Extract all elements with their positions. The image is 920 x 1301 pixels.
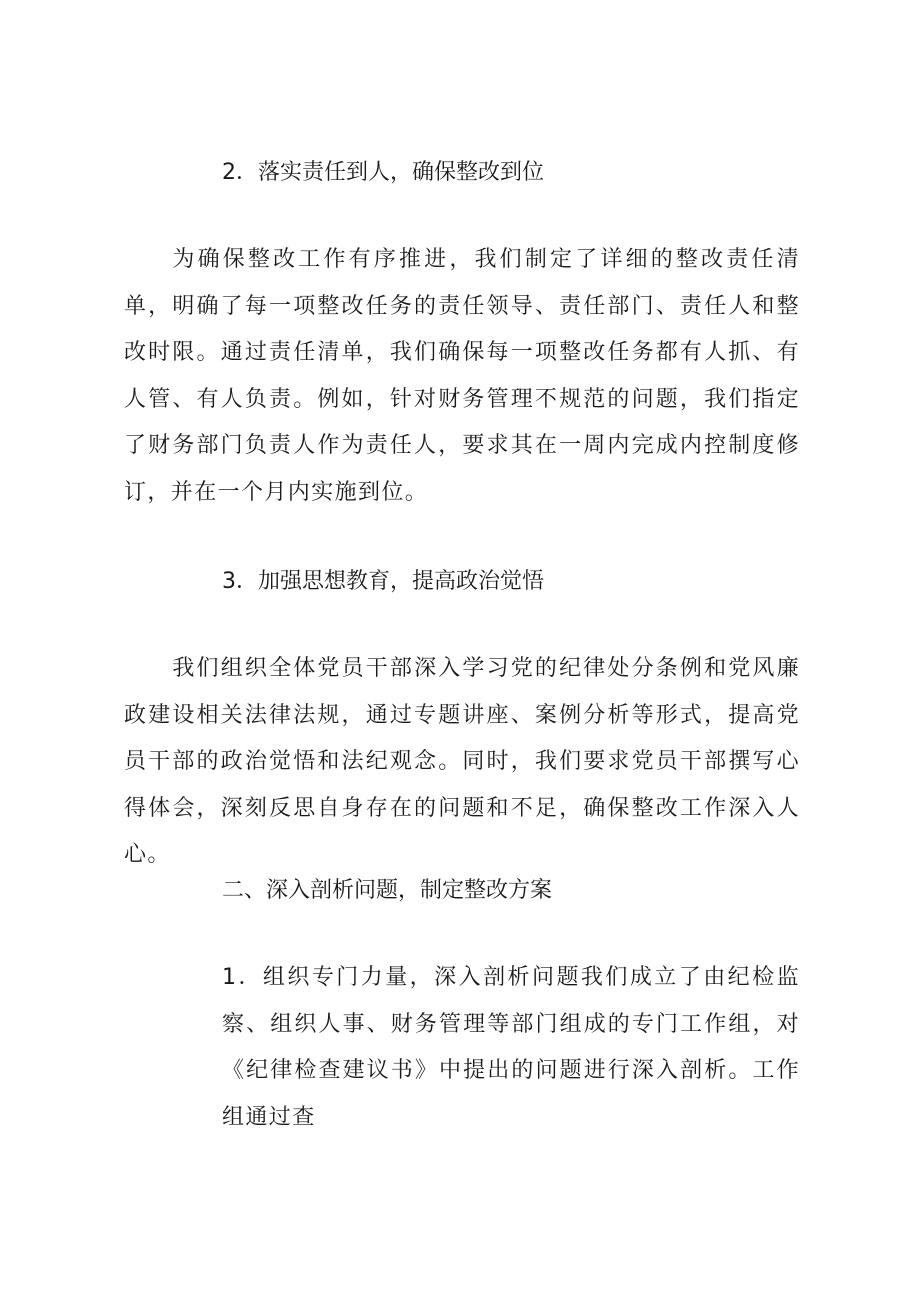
subheading-3: 3．加强思想教育，提高政治觉悟	[222, 569, 544, 594]
subheading-2: 2．落实责任到人，确保整改到位	[222, 160, 544, 185]
paragraph-analysis: 1．组织专门力量，深入剖析问题我们成立了由纪检监察、组织人事、财务管理等部门组成的专门工作组，对《纪律检查建议书》中提出的问题进行深入剖析。工作组通过查	[222, 965, 800, 1130]
paragraph-responsibility: 为确保整改工作有序推进，我们制定了详细的整改责任清单，明确了每一项整改任务的责任领导、责任部门、责任人和整改时限。通过责任清单，我们确保每一项整改任务都有人抓、有人管、有人负责。例如，针对财务管理不规范的问题，我们指定了财务部门负责人作为责任人，要求其在一周内完成内控制度修订，并在一个月内实施到位。	[124, 247, 800, 505]
paragraph-education: 我们组织全体党员干部深入学习党的纪律处分条例和党风廉政建设相关法律法规，通过专题讲座、案例分析等形式，提高党员干部的政治觉悟和法纪观念。同时，我们要求党员干部撰写心得体会，深刻反思自身存在的问题和不足，确保整改工作深入人心。	[124, 656, 800, 867]
section-heading-2: 二、深入剖析问题，制定整改方案	[222, 878, 553, 903]
